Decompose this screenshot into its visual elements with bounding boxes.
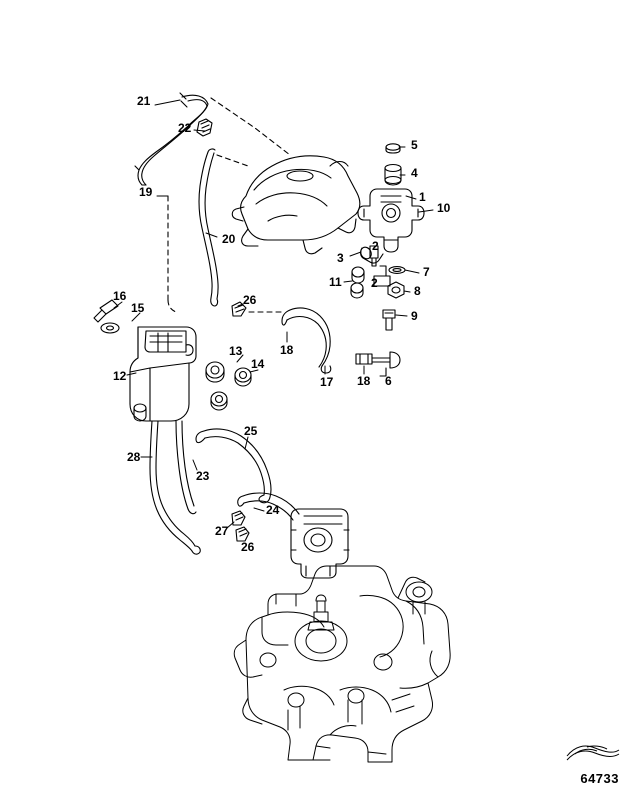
callout-10: 10: [437, 201, 451, 215]
callout-18-lower: 18: [357, 374, 371, 388]
callout-2-lower: 2: [371, 276, 378, 290]
callout-15: 15: [131, 301, 145, 315]
mercury-marine-waves-logo: [565, 742, 621, 762]
part-13-grommet: [206, 362, 224, 382]
dashed-leader-19: [168, 196, 176, 312]
callout-5: 5: [411, 138, 418, 152]
part-13-grommet-lower: [211, 392, 227, 410]
callout-22: 22: [178, 121, 192, 135]
part-8-nut: [388, 282, 404, 298]
hose-6-fitting: [372, 352, 400, 376]
callout-27: 27: [215, 524, 229, 538]
part-11-fittings: [351, 267, 364, 298]
callout-17: 17: [320, 375, 334, 389]
part-7-o-ring: [389, 267, 405, 274]
hose-28: [150, 421, 200, 554]
callout-23: 23: [196, 469, 210, 483]
part-26-clip-lower: [236, 527, 249, 541]
callout-13: 13: [229, 344, 243, 358]
part-9-bolt: [383, 310, 395, 330]
callout-16: 16: [113, 289, 127, 303]
leader-lines: [114, 100, 433, 528]
callout-18-upper: 18: [280, 343, 294, 357]
part-5-washer: [386, 144, 400, 153]
callout-12: 12: [113, 369, 127, 383]
callout-8: 8: [414, 284, 421, 298]
callout-7: 7: [423, 265, 430, 279]
callout-6: 6: [385, 374, 392, 388]
callout-1: 1: [419, 190, 426, 204]
callout-4: 4: [411, 166, 418, 180]
part-3-fitting: [359, 245, 383, 263]
dashed-leader-cover: [211, 98, 290, 166]
part-16-screw: [94, 300, 118, 322]
clamp-22: [197, 119, 212, 136]
part-27-clip: [232, 511, 245, 525]
callout-2-upper: 2: [372, 239, 379, 253]
part-4-bushing: [385, 165, 401, 186]
callout-9: 9: [411, 309, 418, 323]
oil-tank-12: [130, 327, 196, 421]
callout-20: 20: [222, 232, 236, 246]
callout-26-lower: 26: [241, 540, 255, 554]
callout-3: 3: [337, 251, 344, 265]
part-14-grommet: [235, 368, 251, 386]
callout-19: 19: [139, 185, 153, 199]
engine-cover-assembly: [232, 156, 360, 254]
hose-19-20: [199, 149, 218, 306]
figure-number: 64733: [580, 771, 619, 786]
callout-21: 21: [137, 94, 151, 108]
part-15-washer: [101, 323, 119, 333]
hose-25-24: [196, 429, 271, 503]
callout-14: 14: [251, 357, 265, 371]
hose-17-18: [282, 308, 331, 373]
hose-23: [176, 421, 196, 514]
callout-24: 24: [266, 503, 280, 517]
callout-11: 11: [329, 275, 342, 289]
callout-25: 25: [244, 424, 258, 438]
powerhead-assembly: [234, 566, 450, 762]
callout-26-upper: 26: [243, 293, 257, 307]
hose-clamp-18-right: [356, 354, 372, 364]
callout-28: 28: [127, 450, 141, 464]
